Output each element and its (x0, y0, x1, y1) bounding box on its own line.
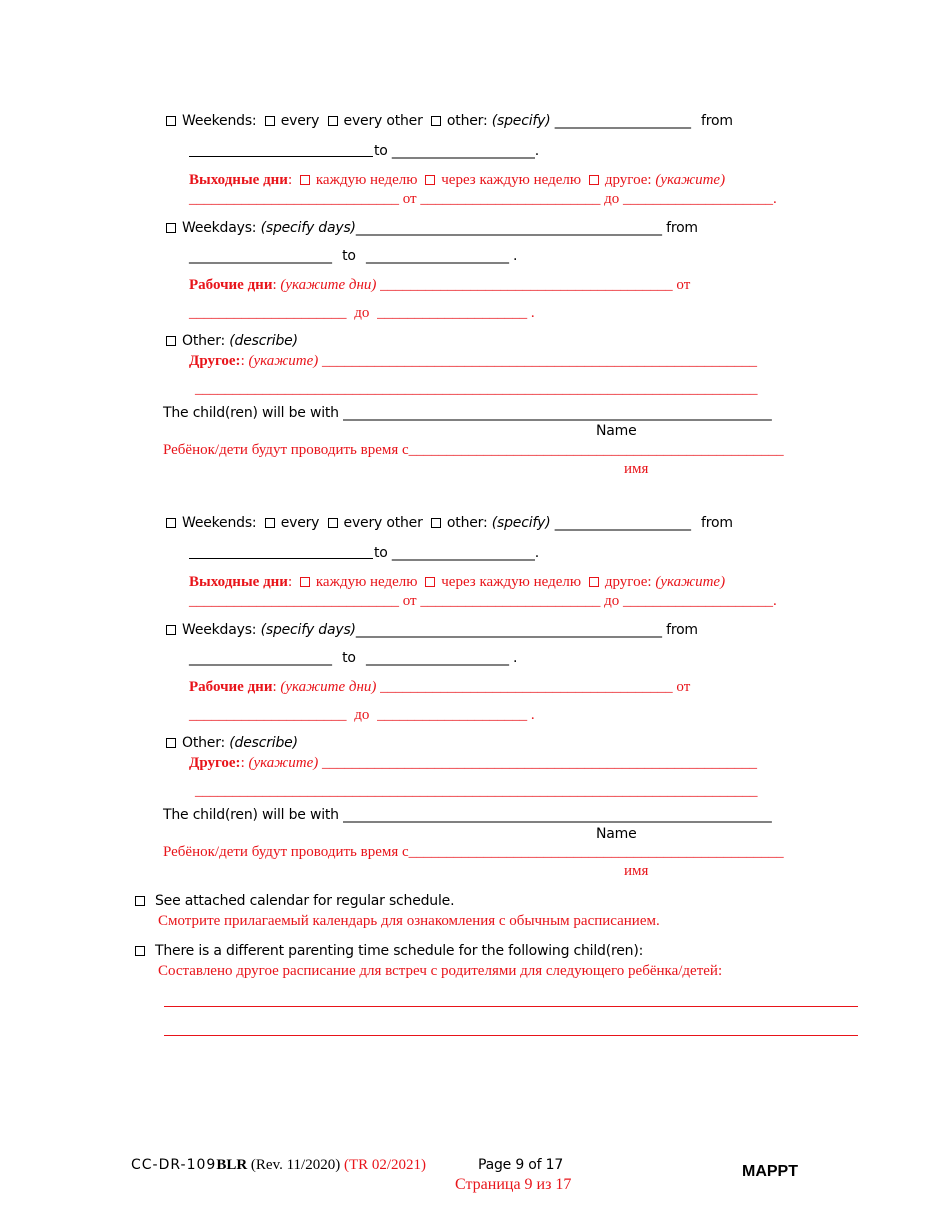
ru-weekends-line: ____________________________ от ________________________ до ____________________. (189, 191, 777, 207)
every-other-checkbox[interactable] (328, 518, 338, 528)
weekends-row: Weekends: every every other other: (specify) ____________________ from (166, 112, 733, 130)
ru-other-checkbox[interactable] (589, 577, 599, 587)
different-schedule-field-1[interactable] (164, 1006, 858, 1007)
ru-weekends-row: Выходные дни: каждую неделю через каждую неделю другое: (укажите) (189, 574, 726, 590)
ru-child-with-row: Ребёнок/дети будут проводить время с__________________________________________________ (163, 844, 784, 860)
weekends-from-field[interactable] (189, 558, 373, 559)
ru-different-schedule-text: Составлено другое расписание для встреч с родителями для следующего ребёнка/детей: (158, 963, 723, 979)
other-describe-checkbox[interactable] (166, 336, 176, 346)
ru-weekdays-row: Рабочие дни: (укажите дни) _______________________________________ от (189, 277, 691, 293)
weekdays-specify-field[interactable]: _____________________________________________ (355, 220, 662, 236)
every-checkbox[interactable] (265, 518, 275, 528)
other-describe-checkbox[interactable] (166, 738, 176, 748)
child-with-name-field[interactable]: _______________________________________________________________ (343, 807, 772, 823)
different-schedule-row: There is a different parenting time schedule for the following child(ren): (135, 942, 643, 960)
other-checkbox[interactable] (431, 518, 441, 528)
weekends-to-field[interactable]: _____________________ (391, 545, 535, 561)
ru-weekends-row: Выходные дни: каждую неделю через каждую неделю другое: (укажите) (189, 172, 726, 188)
weekends-to-row: to _____________________. (374, 143, 539, 159)
ru-page-number: Страница 9 из 17 (455, 1176, 572, 1193)
weekends-checkbox[interactable] (166, 116, 176, 126)
form-number: CC-DR-109BLR (Rev. 11/2020) (TR 02/2021) (131, 1157, 427, 1173)
child-with-row: The child(ren) will be with _______________________________________________________________ (163, 405, 772, 421)
ru-every-checkbox[interactable] (300, 175, 310, 185)
weekdays-to-row: _____________________ to _____________________ . (189, 650, 518, 666)
weekdays-to-row: _____________________ to _____________________ . (189, 248, 518, 264)
ru-child-with-row: Ребёнок/дети будут проводить время с__________________________________________________ (163, 442, 784, 458)
weekends-row: Weekends: every every other other: (specify) ____________________ from (166, 514, 733, 532)
child-with-name-field[interactable]: _______________________________________________________________ (343, 405, 772, 421)
ru-weekdays-to-row: _____________________ до ____________________ . (189, 707, 535, 723)
other-row: Other: (describe) (166, 332, 298, 350)
name-caption: Name (596, 423, 637, 439)
ru-weekdays-row: Рабочие дни: (укажите дни) _______________________________________ от (189, 679, 691, 695)
weekends-specify-field[interactable]: ____________________ (554, 515, 691, 531)
weekdays-checkbox[interactable] (166, 223, 176, 233)
child-with-row: The child(ren) will be with _______________________________________________________________ (163, 807, 772, 823)
weekends-from-field[interactable] (189, 156, 373, 157)
different-schedule-field-2[interactable] (164, 1035, 858, 1036)
ru-other-row: Другое:: (укажите) __________________________________________________________ (189, 353, 757, 369)
name-caption: Name (596, 826, 637, 842)
weekends-to-field[interactable]: _____________________ (391, 143, 535, 159)
calendar-row: See attached calendar for regular schedule. (135, 892, 454, 910)
calendar-checkbox[interactable] (135, 896, 145, 906)
other-checkbox[interactable] (431, 116, 441, 126)
ru-other-line2[interactable]: ___________________________________________________________________________ (195, 783, 758, 799)
ru-other-checkbox[interactable] (589, 175, 599, 185)
other-row: Other: (describe) (166, 734, 298, 752)
ru-name-caption: имя (624, 461, 649, 477)
weekends-checkbox[interactable] (166, 518, 176, 528)
ru-other-line2[interactable]: ___________________________________________________________________________ (195, 381, 758, 397)
form-code: MAPPT (742, 1163, 798, 1180)
every-checkbox[interactable] (265, 116, 275, 126)
weekdays-row: Weekdays: (specify days)_____________________________________________ from (166, 621, 698, 639)
every-other-checkbox[interactable] (328, 116, 338, 126)
ru-calendar-text: Смотрите прилагаемый календарь для ознакомления с обычным расписанием. (158, 913, 660, 929)
ru-every-other-checkbox[interactable] (425, 577, 435, 587)
different-schedule-checkbox[interactable] (135, 946, 145, 956)
ru-other-row: Другое:: (укажите) __________________________________________________________ (189, 755, 757, 771)
ru-weekends-line: ____________________________ от ________________________ до ____________________. (189, 593, 777, 609)
weekends-specify-field[interactable]: ____________________ (554, 113, 691, 129)
ru-every-checkbox[interactable] (300, 577, 310, 587)
weekends-to-row: to _____________________. (374, 545, 539, 561)
ru-every-other-checkbox[interactable] (425, 175, 435, 185)
weekdays-row: Weekdays: (specify days)_____________________________________________ from (166, 219, 698, 237)
page-number: Page 9 of 17 (478, 1157, 564, 1173)
ru-weekdays-to-row: _____________________ до ____________________ . (189, 305, 535, 321)
weekdays-checkbox[interactable] (166, 625, 176, 635)
weekdays-specify-field[interactable]: _____________________________________________ (355, 622, 662, 638)
ru-name-caption: имя (624, 863, 649, 879)
